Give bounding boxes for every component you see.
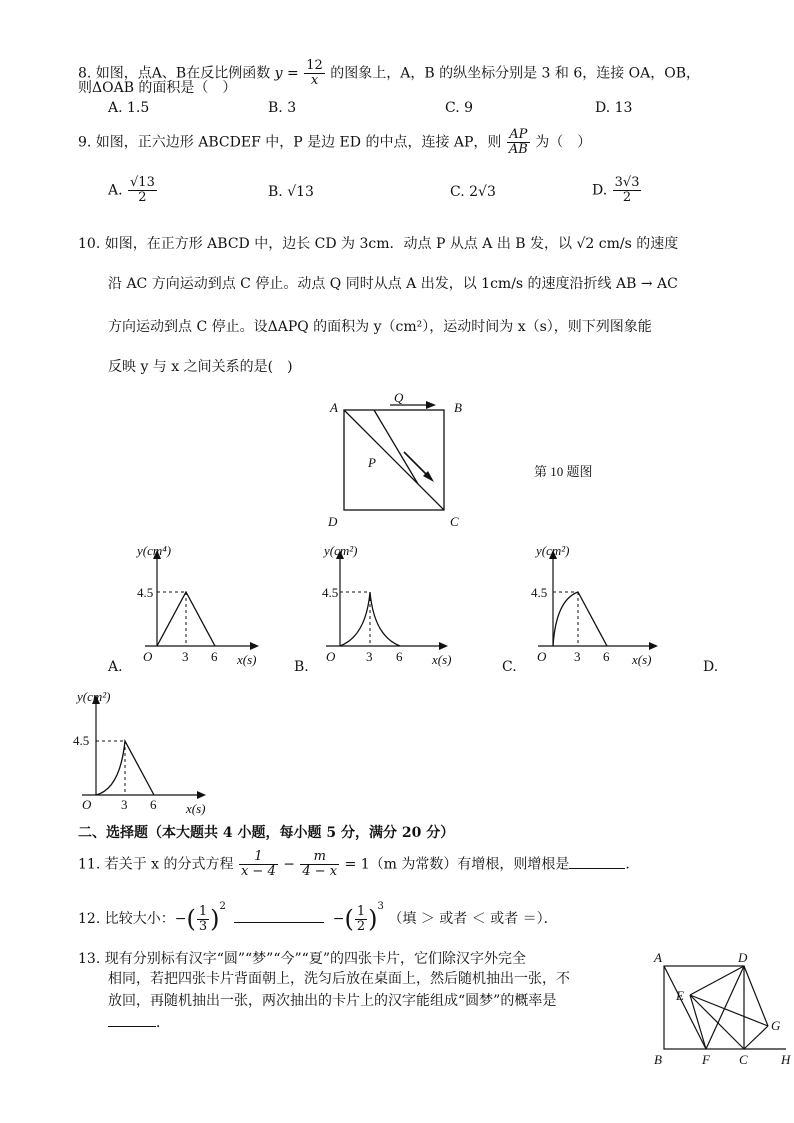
q10-line4: 反映 y 与 x 之间关系的是( ) bbox=[108, 359, 293, 375]
q9-line1 bbox=[78, 128, 591, 157]
q12-exponent-2: 3 bbox=[377, 901, 384, 912]
line-gc bbox=[744, 1026, 768, 1049]
graph-c-origin: O bbox=[537, 649, 547, 664]
q13-label-d: D bbox=[738, 950, 748, 965]
q13-label-f: F bbox=[702, 1052, 710, 1067]
q8-option-d: D. 13 bbox=[595, 100, 633, 116]
q13-label-g: G bbox=[771, 1018, 781, 1033]
graph-d bbox=[60, 685, 220, 820]
q12-line bbox=[78, 898, 558, 934]
label-d: D bbox=[328, 514, 338, 529]
label-c: C bbox=[450, 514, 459, 529]
q12-paren-close-2: ) bbox=[368, 905, 378, 933]
graph-b bbox=[310, 540, 460, 675]
q9-text-post: 为（ ） bbox=[535, 134, 592, 151]
graph-c-xlabel: x(s) bbox=[632, 652, 652, 667]
q10-line2: 沿 AC 方向运动到点 C 停止。动点 Q 同时从点 A 出发，以 1cm/s 的速度沿折线 AB → AC bbox=[108, 276, 678, 292]
q12-paren-close-1: ) bbox=[210, 905, 220, 933]
graph-b-x-arrow bbox=[439, 642, 448, 650]
q13-answer-blank[interactable] bbox=[108, 1026, 156, 1027]
graph-b-origin: O bbox=[326, 649, 336, 664]
q10-line3: 方向运动到点 C 停止。设ΔAPQ 的面积为 y（cm²），运动时间为 x（s），则下列图象能 bbox=[108, 319, 652, 335]
q11-fraction-2: $\frac{m}{4 - x}$ bbox=[302, 849, 338, 879]
q8-func-lhs: y = bbox=[274, 65, 299, 82]
graph-d-option: D. bbox=[703, 659, 719, 675]
q13-label-h: H bbox=[781, 1052, 791, 1067]
section-2-heading: 二、选择题（本大题共 4 小题，每小题 5 分，满分 20 分） bbox=[78, 825, 455, 841]
q8-text-post: 的图象上，A，B 的纵坐标分别是 3 和 6，连接 OA，OB， bbox=[330, 65, 701, 82]
graph-d-xlabel: x(s) bbox=[186, 801, 206, 816]
graph-c-xtick2: 6 bbox=[603, 649, 610, 664]
q9-fraction: $\frac{AP}{AB}$ bbox=[508, 127, 528, 157]
line-fd bbox=[706, 966, 744, 1049]
line-de bbox=[690, 966, 744, 995]
q11-end: . bbox=[625, 856, 630, 873]
graph-c-x-arrow bbox=[649, 642, 658, 650]
q13-line3: 放回，再随机抽出一张，两次抽出的卡片上的汉字能组成“圆梦”的概率是 bbox=[108, 993, 557, 1009]
q13-line4 bbox=[108, 1014, 170, 1032]
graph-d-x-arrow bbox=[197, 791, 206, 799]
graph-a-ylabel: y(cm⁴) bbox=[137, 543, 172, 558]
graph-a-option: A. bbox=[108, 659, 123, 675]
graph-a-origin: O bbox=[143, 649, 153, 664]
q13-label-e: E bbox=[676, 988, 684, 1003]
graph-a-xtick1: 3 bbox=[182, 649, 189, 664]
graph-c-xtick1: 3 bbox=[574, 649, 581, 664]
q9-option-a: A. $\frac{√13}{2}$ bbox=[108, 175, 155, 205]
graph-b-ylabel: y(cm²) bbox=[324, 543, 358, 558]
q8-option-b: B. 3 bbox=[268, 100, 297, 116]
figure-caption: 第 10 题图 bbox=[534, 464, 593, 479]
q13-line2: 相同，若把四张卡片背面朝上，洗匀后放在桌面上，然后随机抽出一张，不 bbox=[108, 971, 570, 987]
q12-paren-open-1: ( bbox=[186, 905, 196, 933]
q13-label-b: B bbox=[654, 1052, 662, 1067]
q9-text-pre: 9. 如图，正六边形 ABCDEF 中，P 是边 ED 的中点，连接 AP，则 bbox=[78, 134, 502, 151]
q12-fraction-2: $\frac{1}{2}$ bbox=[356, 903, 366, 934]
q13-label-a: A bbox=[654, 950, 662, 965]
q11-line bbox=[78, 850, 630, 879]
q10-line1: 10. 如图，在正方形 ABCD 中，边长 CD 为 3cm．动点 P 从点 A 出 B 发，以 √2 cm/s 的速度 bbox=[78, 236, 679, 252]
graph-c bbox=[520, 540, 670, 675]
q9-option-d: D. $\frac{3√3}{2}$ bbox=[592, 175, 640, 205]
q13-label-c: C bbox=[739, 1052, 748, 1067]
graph-a-ytick: 4.5 bbox=[137, 585, 154, 600]
graph-b-xlabel: x(s) bbox=[432, 652, 452, 667]
q8-text-pre: 8. 如图，点A、B在反比例函数 bbox=[78, 65, 271, 82]
q11-minus: − bbox=[283, 856, 295, 873]
arrow-q-head bbox=[426, 401, 436, 409]
q13-end: ． bbox=[156, 1015, 170, 1031]
q12-minus: − bbox=[332, 911, 345, 927]
line-dg bbox=[744, 966, 768, 1026]
graph-b-option: B. bbox=[294, 659, 309, 675]
q8-option-c: C. 9 bbox=[445, 100, 474, 116]
q11-text-post: = 1（m 为常数）有增根，则增根是 bbox=[344, 856, 570, 873]
graph-c-ytick: 4.5 bbox=[531, 585, 548, 600]
line-af bbox=[664, 966, 706, 1049]
graph-a bbox=[125, 540, 265, 675]
graph-b-ytick: 4.5 bbox=[322, 585, 339, 600]
graph-d-origin: O bbox=[82, 797, 92, 812]
graph-a-x-arrow bbox=[250, 642, 259, 650]
q12-fraction-1: $\frac{1}{3}$ bbox=[198, 903, 208, 934]
q13-line1: 13. 现有分别标有汉字“圆”“梦”“今”“夏”的四张卡片，它们除汉字外完全 bbox=[78, 951, 526, 967]
graph-b-xtick1: 3 bbox=[366, 649, 373, 664]
label-q: Q bbox=[394, 390, 404, 405]
q12-answer-blank[interactable] bbox=[234, 922, 324, 923]
q9-option-b: B. √13 bbox=[268, 184, 314, 200]
graph-d-xtick2: 6 bbox=[150, 797, 157, 812]
graph-a-xtick2: 6 bbox=[211, 649, 218, 664]
q11-text-pre: 11. 若关于 x 的分式方程 bbox=[78, 856, 234, 873]
label-a: A bbox=[330, 400, 338, 415]
q12-text-pre: 12. 比较大小：− bbox=[78, 911, 187, 927]
graph-c-option: C. bbox=[502, 659, 517, 675]
label-b: B bbox=[454, 400, 462, 415]
q9-option-c: C. 2√3 bbox=[450, 184, 496, 200]
graph-d-xtick1: 3 bbox=[121, 797, 128, 812]
graph-d-ylabel: y(cm²) bbox=[77, 689, 111, 704]
graph-a-xlabel: x(s) bbox=[237, 652, 257, 667]
q8-line2: 则ΔOAB 的面积是（ ） bbox=[78, 80, 237, 96]
graph-b-xtick2: 6 bbox=[396, 649, 403, 664]
q12-paren-open-2: ( bbox=[344, 905, 354, 933]
q10-square-figure bbox=[320, 390, 650, 535]
q12-text-post: （填 ＞ 或者 ＜ 或者 ＝）． bbox=[388, 911, 558, 927]
q13-geometry-figure bbox=[650, 950, 794, 1070]
graph-c-ylabel: y(cm²) bbox=[536, 543, 570, 558]
q8-option-a: A. 1.5 bbox=[108, 100, 150, 116]
graph-c-curve bbox=[553, 592, 607, 646]
label-p: P bbox=[368, 455, 376, 470]
q12-exponent-1: 2 bbox=[219, 901, 226, 912]
diagonal-ac bbox=[344, 410, 444, 510]
q8-fraction: $\frac{12}{x}$ bbox=[306, 58, 323, 88]
q11-answer-blank[interactable] bbox=[569, 868, 625, 869]
q11-fraction-1: $\frac{1}{x - 4}$ bbox=[240, 849, 276, 879]
graph-d-ytick: 4.5 bbox=[73, 733, 90, 748]
